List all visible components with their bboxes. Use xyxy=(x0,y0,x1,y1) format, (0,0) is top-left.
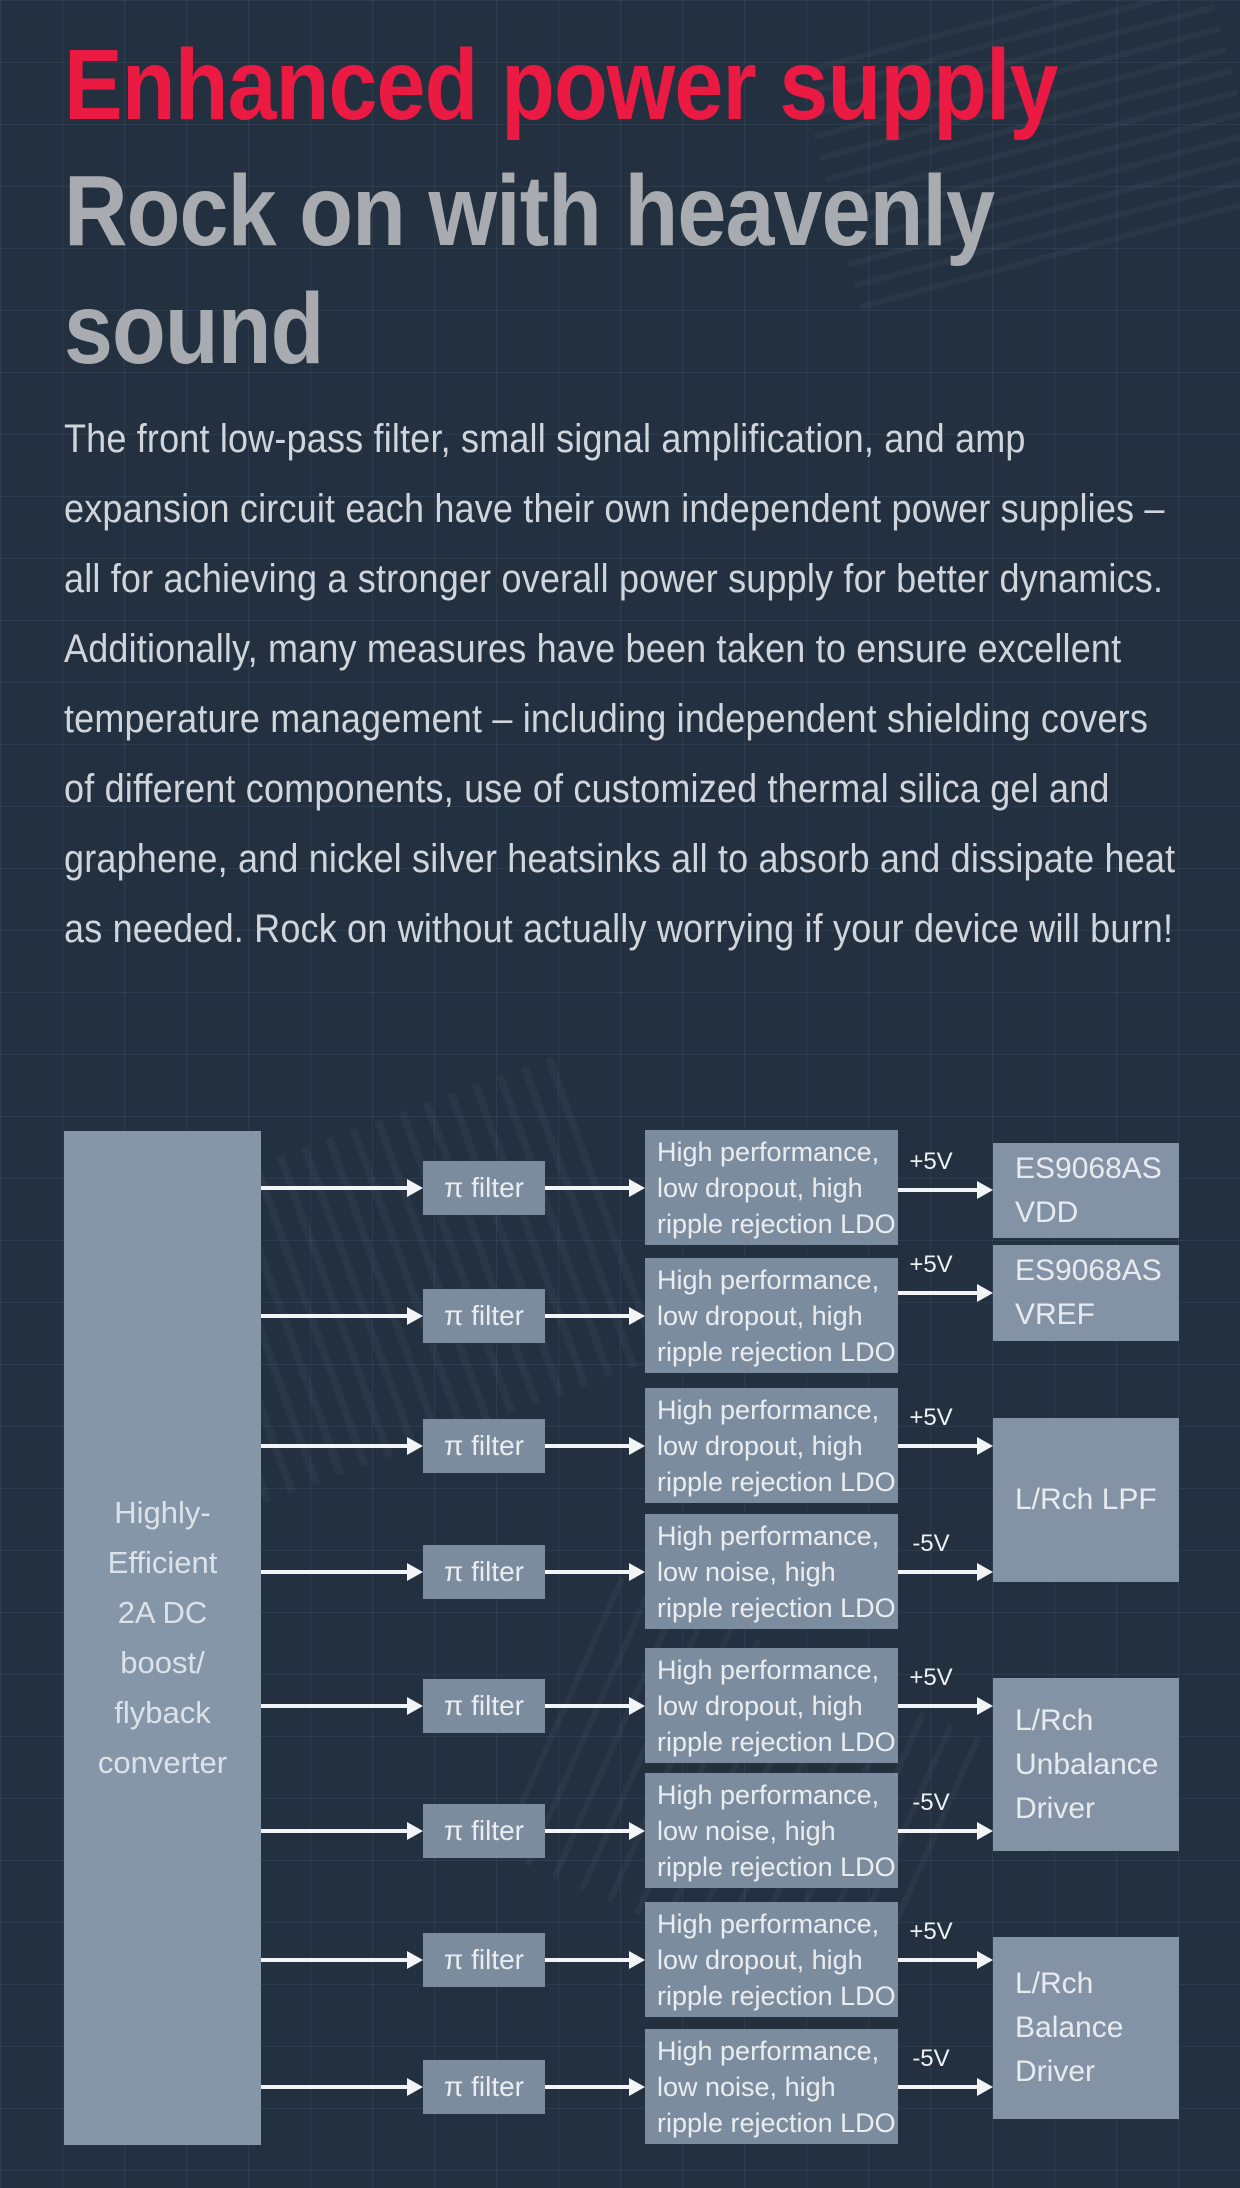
output-line: ES9068AS xyxy=(1015,1151,1162,1185)
pi-filter-box xyxy=(423,1679,545,1733)
ldo-line: ripple rejection LDO xyxy=(657,1726,896,1757)
arrow xyxy=(261,1186,408,1190)
output-line: L/Rch xyxy=(1015,1703,1094,1737)
ldo-line: High performance, xyxy=(657,1908,880,1939)
output-line: ES9068AS xyxy=(1015,1254,1162,1287)
voltage-label: +5V xyxy=(909,1251,953,1278)
output-line: VREF xyxy=(1015,1298,1096,1331)
voltage-label: -5V xyxy=(912,1530,950,1557)
output-box-es9068as-vref xyxy=(993,1245,1179,1341)
output-line: Unbalance xyxy=(1015,1747,1159,1781)
pi-filter-box xyxy=(423,1545,545,1599)
pi-filter-label: π filter xyxy=(444,1172,524,1203)
ldo-box xyxy=(645,2029,898,2144)
source-line: 2A DC xyxy=(117,1595,208,1630)
arrow xyxy=(545,1704,630,1708)
arrow xyxy=(898,1570,978,1574)
arrow xyxy=(261,2085,408,2089)
ldo-box xyxy=(645,1773,898,1888)
voltage-label: -5V xyxy=(912,2045,950,2072)
output-box-es9068as-vdd xyxy=(993,1143,1179,1238)
arrow xyxy=(261,1444,408,1448)
arrow xyxy=(898,2085,978,2089)
arrow xyxy=(898,1958,978,1962)
ldo-line: low dropout, high xyxy=(657,1172,863,1203)
ldo-line: low noise, high xyxy=(657,1556,836,1587)
ldo-line: ripple rejection LDO xyxy=(657,1466,896,1497)
source-line: flyback xyxy=(114,1695,211,1730)
pi-filter-box xyxy=(423,1933,545,1987)
arrow xyxy=(261,1570,408,1574)
pi-filter-label: π filter xyxy=(444,1430,524,1461)
voltage-label: +5V xyxy=(909,1404,953,1431)
arrow xyxy=(261,1958,408,1962)
voltage-label: -5V xyxy=(912,1789,950,1816)
arrow xyxy=(261,1829,408,1833)
pi-filter-label: π filter xyxy=(444,1556,524,1587)
ldo-line: low dropout, high xyxy=(657,1300,863,1331)
ldo-line: ripple rejection LDO xyxy=(657,2107,896,2138)
ldo-line: low noise, high xyxy=(657,2071,836,2102)
ldo-line: ripple rejection LDO xyxy=(657,1208,896,1239)
arrow xyxy=(898,1704,978,1708)
ldo-box xyxy=(645,1258,898,1373)
pi-filter-box xyxy=(423,1161,545,1215)
ldo-box xyxy=(645,1514,898,1629)
pi-filter-label: π filter xyxy=(444,1944,524,1975)
output-box-lrch-unbalance-driver xyxy=(993,1678,1179,1851)
output-box-lrch-balance-driver xyxy=(993,1937,1179,2119)
page-subtitle xyxy=(64,152,1043,388)
ldo-line: High performance, xyxy=(657,1779,880,1810)
ldo-box xyxy=(645,1902,898,2017)
ldo-box xyxy=(645,1648,898,1763)
ldo-line: High performance, xyxy=(657,2035,880,2066)
pi-filter-box xyxy=(423,2060,545,2114)
pi-filter-label: π filter xyxy=(444,1300,524,1331)
pi-filter-box xyxy=(423,1419,545,1473)
ldo-line: low dropout, high xyxy=(657,1690,863,1721)
source-line: Highly- xyxy=(114,1495,211,1530)
ldo-line: ripple rejection LDO xyxy=(657,1980,896,2011)
arrow xyxy=(898,1188,978,1192)
arrow xyxy=(545,1444,630,1448)
subtitle-line: Rock on with heavenly xyxy=(64,155,995,267)
voltage-label: +5V xyxy=(909,1918,953,1945)
source-converter-box xyxy=(64,1131,261,2145)
voltage-label: +5V xyxy=(909,1664,953,1691)
output-line: L/Rch LPF xyxy=(1015,1483,1157,1516)
arrow xyxy=(545,1570,630,1574)
page-title: Enhanced power supply xyxy=(64,29,1058,141)
arrow xyxy=(545,1314,630,1318)
arrow xyxy=(261,1314,408,1318)
pi-filter-box xyxy=(423,1804,545,1858)
source-line: boost/ xyxy=(120,1645,205,1680)
ldo-line: low dropout, high xyxy=(657,1944,863,1975)
source-line: converter xyxy=(97,1745,228,1780)
arrow xyxy=(545,1186,630,1190)
output-box-lrch-lpf xyxy=(993,1418,1179,1582)
ldo-line: High performance, xyxy=(657,1136,880,1167)
power-supply-diagram xyxy=(64,1131,1179,2145)
arrow xyxy=(545,1958,630,1962)
output-line: Driver xyxy=(1015,1791,1095,1825)
voltage-label: +5V xyxy=(909,1148,953,1175)
arrow xyxy=(545,2085,630,2089)
subtitle-line: sound xyxy=(64,273,324,385)
output-line: Balance xyxy=(1015,2011,1124,2044)
pi-filter-box xyxy=(423,1289,545,1343)
ldo-line: High performance, xyxy=(657,1264,880,1295)
ldo-box xyxy=(645,1130,898,1245)
source-line: Efficient xyxy=(107,1545,218,1580)
arrow xyxy=(261,1704,408,1708)
output-line: Driver xyxy=(1015,2055,1095,2088)
ldo-line: ripple rejection LDO xyxy=(657,1851,896,1882)
output-line: L/Rch xyxy=(1015,1967,1094,2000)
pi-filter-label: π filter xyxy=(444,1690,524,1721)
text-section xyxy=(64,0,1176,964)
pi-filter-label: π filter xyxy=(444,2071,524,2102)
ldo-line: High performance, xyxy=(657,1394,880,1425)
ldo-line: ripple rejection LDO xyxy=(657,1336,896,1367)
ldo-line: low dropout, high xyxy=(657,1430,863,1461)
arrow xyxy=(898,1829,978,1833)
arrow xyxy=(898,1444,978,1448)
ldo-line: High performance, xyxy=(657,1654,880,1685)
body-paragraph: The front low-pass filter, small signal amplification, and amp expansion circuit each have their own independent power supplies – all for achieving a stronger overall power supply for better dynamics. Additionally, many measures have been taken to ensure excellent temperature management – including independent shielding covers of different components, use of customized thermal silica gel and graphene, and nickel silver heatsinks all to absorb and dissipate heat as needed. Rock on without actually worrying if your device will burn! xyxy=(64,417,1176,951)
ldo-line: High performance, xyxy=(657,1520,880,1551)
ldo-line: low noise, high xyxy=(657,1815,836,1846)
ldo-box xyxy=(645,1388,898,1503)
arrow xyxy=(545,1829,630,1833)
pi-filter-label: π filter xyxy=(444,1815,524,1846)
arrow xyxy=(898,1291,978,1295)
output-line: VDD xyxy=(1015,1195,1079,1229)
ldo-line: ripple rejection LDO xyxy=(657,1592,896,1623)
